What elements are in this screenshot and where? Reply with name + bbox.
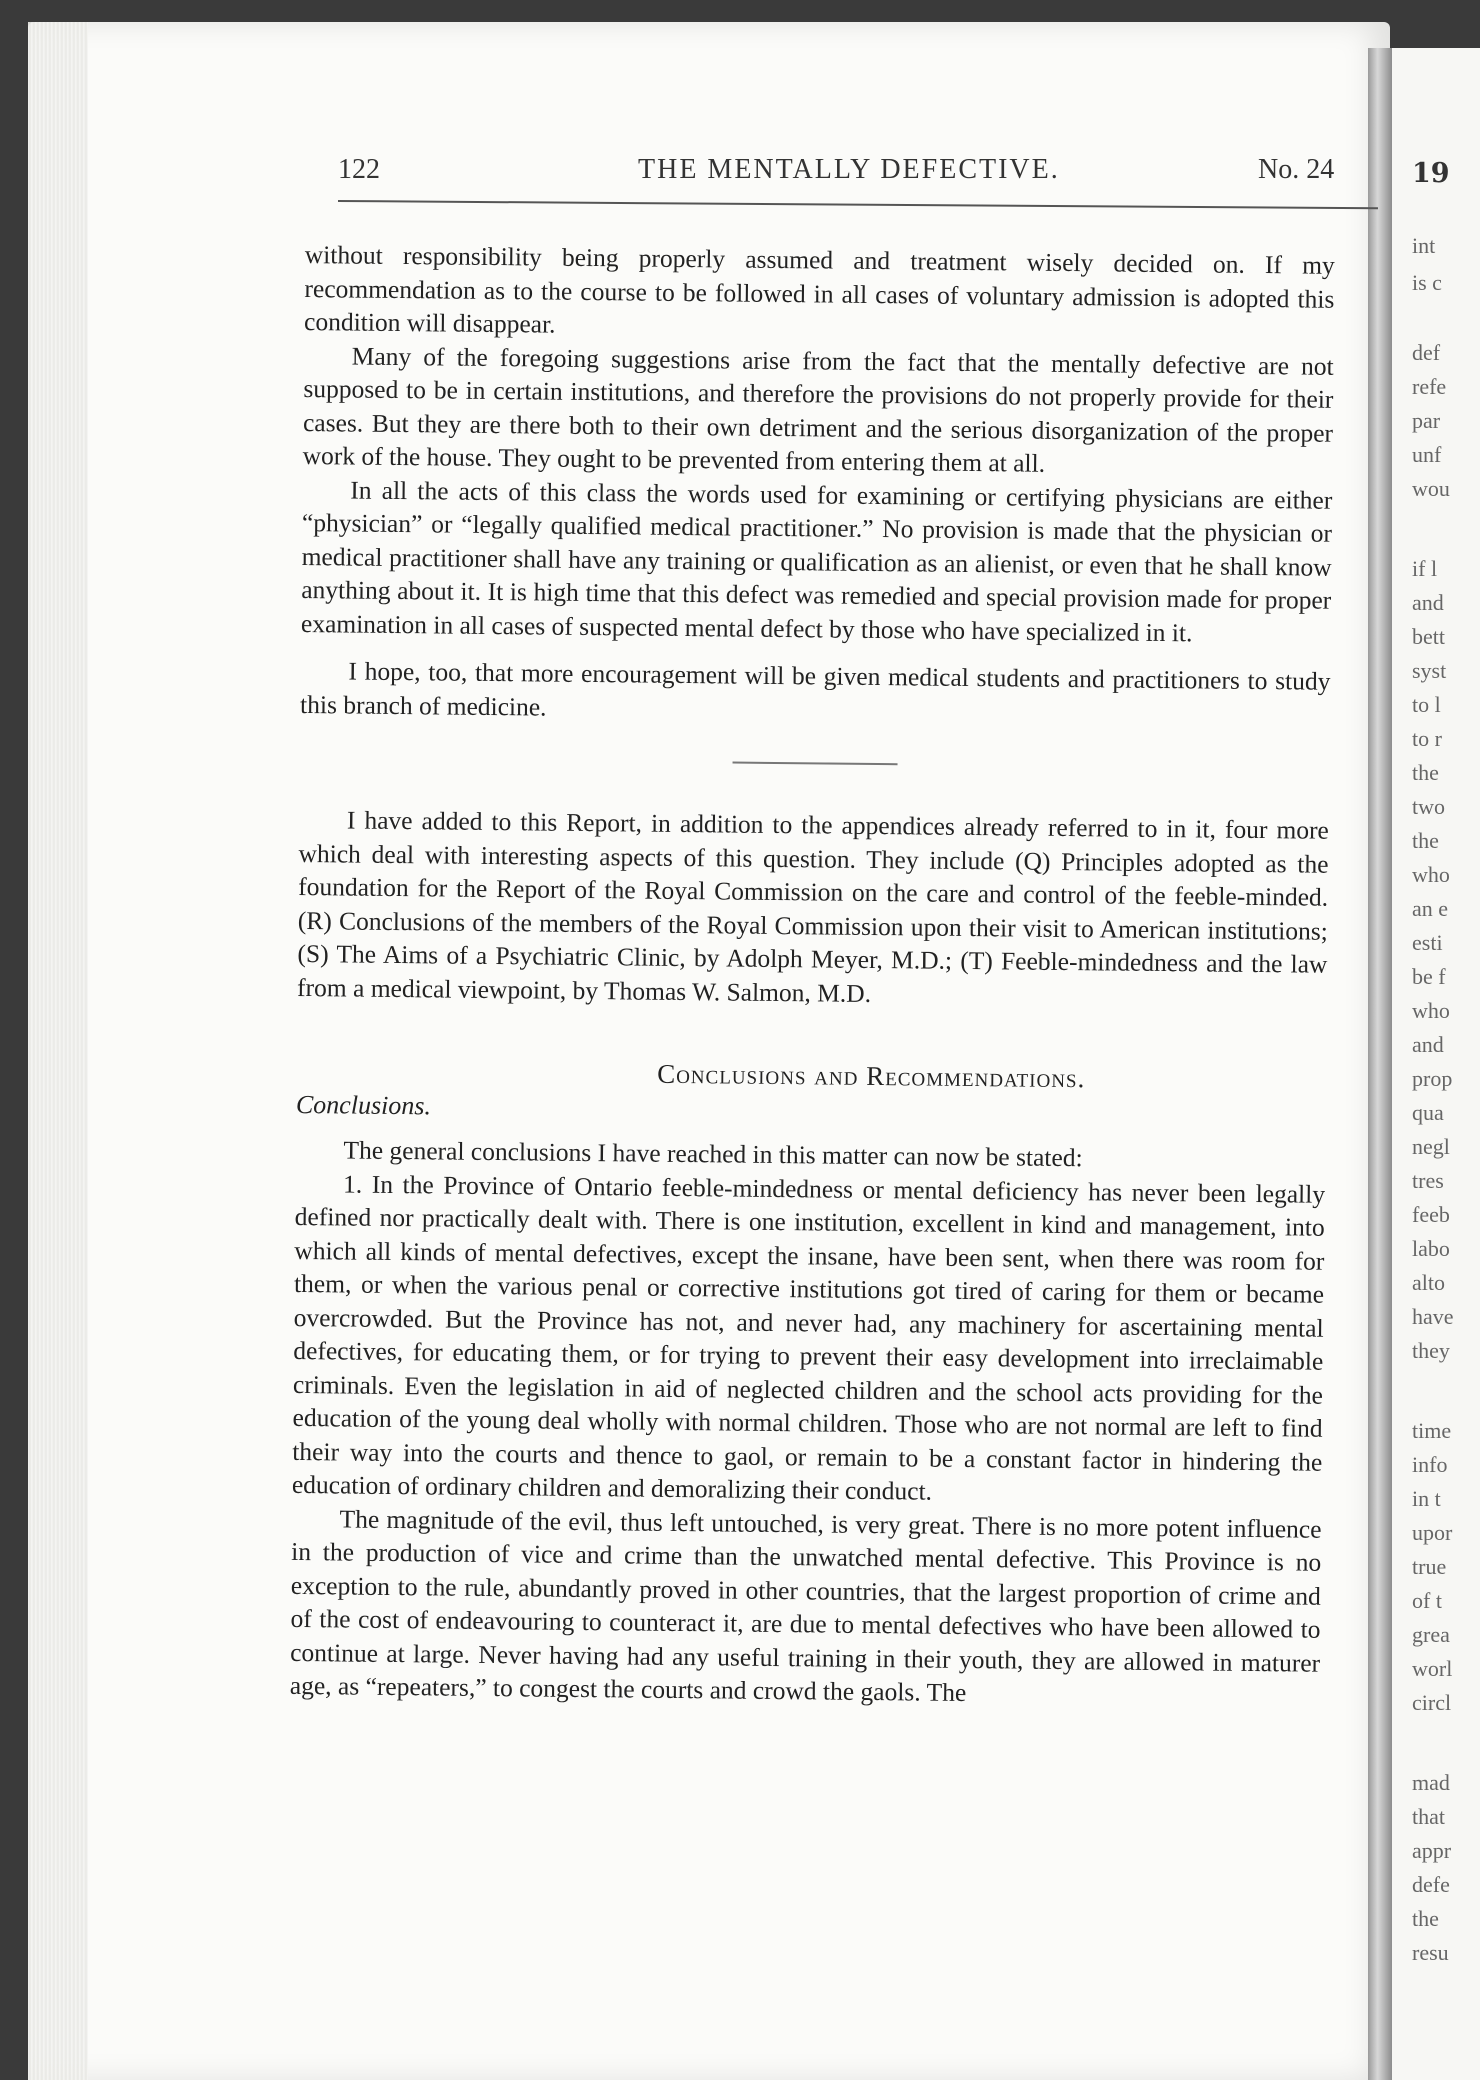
facing-page-fragment: and [1412, 590, 1444, 615]
facing-page-fragment: qua [1412, 1100, 1444, 1125]
facing-page-fragment: who [1412, 998, 1450, 1023]
paragraph: 1. In the Province of Ontario feeble-mindedness or mental deficiency has never been legally defined nor practically dealt with. There is one institution, excellent in kind and management, into which all kinds of mental defectives, except the insane, have been sent, when there was room for them, or when the various penal or corrective institutions got tired of caring for them or became overcrowded. But the Province has not, and never had, any machinery for ascertaining mental defectives, for educating them, or for trying to prevent their easy development into irreclaimable criminals. Even the legislation in aid of neglected children and the school acts providing for the education of the young deal wholly with normal children. Those who are not normal are left to find their way into the courts and thence to gaol, or remain to be a constant factor in hindering the education of ordinary children and demoralizing their conduct. [291, 1168, 1326, 1506]
facing-page-fragment: defe [1412, 1872, 1450, 1897]
facing-page-fragment: feeb [1412, 1202, 1450, 1227]
paragraph: In all the acts of this class the words used for examining or certifying physicians are either “physician” or “legally qualified medical practitioner.” No provision is made that the physician or medical practitioner shall have any training or qualification as an alienist, or even that he shall know anything about it. It is high time that this defect was remedied and special provision made for proper examination in all cases of suspected mental defect by those who have specialized in it. [300, 474, 1333, 647]
paragraph: without responsibility being properly assumed and treatment wisely decided on. If my recommendation as to the course to be followed in all cases of voluntary admission is adopted this condition will disappear. [303, 239, 1335, 339]
facing-page-fragment: def [1412, 340, 1441, 365]
facing-page-fragment: esti [1412, 930, 1443, 955]
facing-page-fragment: refe [1412, 374, 1447, 399]
facing-page-fragment: par [1412, 408, 1441, 433]
paragraph: I hope, too, that more encouragement will be given medical students and practitioners to study this branch of medicine. [299, 656, 1331, 722]
paragraph: The general conclusions I have reached in this matter can now be stated: [343, 1135, 1083, 1173]
facing-page-fragment: int [1412, 233, 1436, 258]
appendix-paragraph: I have added to this Report, in addition to the appendices already referred to in it, four more which deal with interesting aspects of this question. They include (Q) Principles adopted as the foundation for the Report of the Royal Commission on the care and control of the feeble-minded. (R) Conclusions of the members of the Royal Commission upon their visit to American institutions; (S) The Aims of a Psychiatric Clinic, by Adolph Meyer, M.D.; (T) Feeble-mindedness and the law from a medical viewpoint, by Thomas W. Salmon, M.D. [297, 805, 1330, 1008]
facing-page-fragment: the [1412, 760, 1439, 785]
facing-page-fragment: an e [1412, 896, 1449, 921]
facing-page-fragment: alto [1412, 1270, 1445, 1295]
running-header [338, 148, 1378, 198]
page-number: 122 [338, 154, 380, 185]
facing-page-fragment: of t [1412, 1588, 1442, 1613]
facing-page-fragment: the [1412, 1906, 1439, 1931]
facing-page-fragment: labo [1412, 1236, 1450, 1261]
facing-page-fragment: mad [1412, 1770, 1450, 1795]
facing-page [1392, 48, 1480, 2080]
facing-page-fragment: unf [1412, 442, 1442, 467]
facing-page-fragment: appr [1412, 1838, 1452, 1863]
facing-page-fragment: circl [1412, 1690, 1452, 1715]
facing-page-fragment: have [1412, 1304, 1454, 1329]
facing-page-fragment: be f [1412, 964, 1446, 989]
facing-page-fragment: upor [1412, 1520, 1453, 1545]
book-gutter [1368, 48, 1392, 2080]
facing-page-fragment: info [1412, 1452, 1448, 1477]
facing-page-fragment: resu [1412, 1940, 1449, 1965]
section-heading: Conclusions and Recommendations. [657, 1058, 1086, 1094]
facing-page-fragment: worl [1412, 1656, 1453, 1681]
facing-page-fragment: time [1412, 1418, 1452, 1443]
facing-page-fragment: syst [1412, 658, 1447, 683]
facing-page-fragment: in t [1412, 1486, 1441, 1511]
facing-page-fragment: to r [1412, 726, 1442, 751]
facing-page-fragment: and [1412, 1032, 1444, 1057]
running-title: THE MENTALLY DEFECTIVE. [638, 154, 1060, 185]
facing-page-fragment: they [1412, 1338, 1450, 1363]
section-separator [732, 762, 897, 766]
facing-page-fragment: if l [1412, 556, 1438, 581]
facing-page-fragment: bett [1412, 624, 1445, 649]
page-stack-edge [28, 22, 88, 2080]
subheading: Conclusions. [295, 1089, 432, 1120]
facing-page-fragment: wou [1412, 476, 1450, 501]
facing-page-fragment: grea [1412, 1622, 1450, 1647]
facing-page-fragment: two [1412, 794, 1445, 819]
facing-page-fragment: who [1412, 862, 1450, 887]
facing-page-fragment: that [1412, 1804, 1445, 1829]
facing-page-fragment: the [1412, 828, 1439, 853]
facing-page-fragment: prop [1412, 1066, 1453, 1091]
facing-page-fragment: is c [1412, 270, 1442, 295]
facing-page-fragment: tres [1412, 1168, 1444, 1193]
facing-page-fragment: negl [1412, 1134, 1450, 1159]
page-body [290, 238, 1335, 1713]
issue-number: No. 24 [1258, 154, 1335, 185]
paragraph: Many of the foregoing suggestions arise from the fact that the mentally defective are not supposed to be in certain institutions, and therefore the provisions do not properly provide for their cases. But they are there both to their own detriment and the serious disorganization of the proper work of the house. They ought to be prevented from entering them at all. [302, 340, 1334, 478]
facing-page-fragment: to l [1412, 692, 1441, 717]
facing-page-number: 19 [1412, 158, 1450, 189]
facing-page-fragment: true [1412, 1554, 1447, 1579]
paragraph: The magnitude of the evil, thus left untouched, is very great. There is no more potent influence in the production of vice and crime than the unwatched mental defective. This Province is no exception to the rule, abundantly proved in other countries, that the largest proportion of crime and of the cost of endeavouring to counteract it, are due to mental defectives who have been allowed to continue at large. Never having had any useful training in their youth, they are allowed in maturer age, as “repeaters,” to congest the courts and crowd the gaols. The [289, 1503, 1322, 1708]
